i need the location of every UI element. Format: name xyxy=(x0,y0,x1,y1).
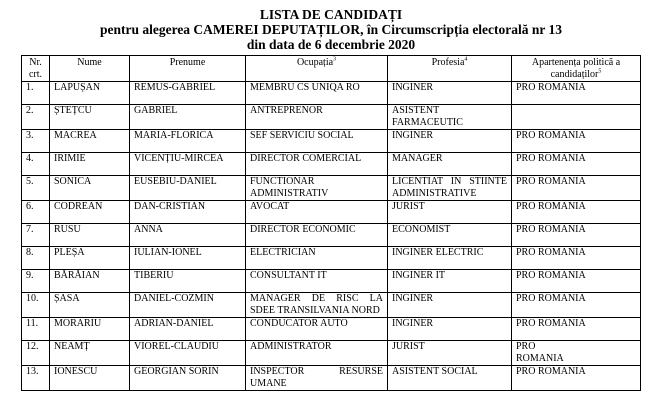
cell-apartenenta: PRO ROMANIA xyxy=(512,176,641,201)
table-row xyxy=(22,224,641,247)
document-date: din data de 6 decembrie 2020 xyxy=(246,37,416,52)
table-row xyxy=(22,341,641,366)
cell-apartenenta: PRO ROMANIA xyxy=(512,224,641,247)
header-apartenenta: Apartenența politică a candidaților$^5$ xyxy=(512,56,641,82)
header-nume: Nume xyxy=(50,56,130,82)
cell-nume: IRIMIE xyxy=(50,153,130,176)
table-row xyxy=(22,82,641,105)
cell-prenume: ANNA xyxy=(130,224,246,247)
cell-nr: 2. xyxy=(22,105,50,130)
cell-ocupatia: CONSULTANT IT xyxy=(246,270,388,293)
cell-ocupatia: ELECTRICIAN xyxy=(246,247,388,270)
cell-nume: LAPUȘAN xyxy=(50,82,130,105)
cell-nume: ȘASA xyxy=(50,293,130,318)
cell-prenume: VICENȚIU-MIRCEA xyxy=(130,153,246,176)
table-row xyxy=(22,105,641,130)
cell-prenume: GEORGIAN SORIN xyxy=(130,366,246,391)
cell-apartenenta xyxy=(512,105,641,130)
cell-prenume: ADRIAN-DANIEL xyxy=(130,318,246,341)
header-prenume: Prenume xyxy=(130,56,246,82)
cell-nr: 11. xyxy=(22,318,50,341)
table-row xyxy=(22,130,641,153)
table-row xyxy=(22,247,641,270)
table-header-row xyxy=(22,56,641,82)
cell-nr: 5. xyxy=(22,176,50,201)
cell-nume: SONICA xyxy=(50,176,130,201)
cell-apartenenta: PRO ROMANIA xyxy=(512,293,641,318)
cell-ocupatia: SEF SERVICIU SOCIAL xyxy=(246,130,388,153)
cell-profesia: ECONOMIST xyxy=(388,224,512,247)
cell-apartenenta: PRO ROMANIA xyxy=(512,366,641,391)
cell-nr: 3. xyxy=(22,130,50,153)
cell-profesia: MANAGER xyxy=(388,153,512,176)
cell-ocupatia: DIRECTOR ECONOMIC xyxy=(246,224,388,247)
cell-apartenenta: PRO ROMANIA xyxy=(512,130,641,153)
table-row xyxy=(22,318,641,341)
cell-profesia: INGINER xyxy=(388,82,512,105)
table-row xyxy=(22,366,641,391)
cell-nume: RUSU xyxy=(50,224,130,247)
candidates-table xyxy=(21,55,641,391)
cell-prenume: MARIA-FLORICA xyxy=(130,130,246,153)
cell-profesia: ASISTENT SOCIAL xyxy=(388,366,512,391)
document-title: LISTA DE CANDIDAȚI xyxy=(259,7,403,22)
header-profesia: Profesia$^4$ xyxy=(388,56,512,82)
cell-nr: 4. xyxy=(22,153,50,176)
cell-profesia: INGINER xyxy=(388,293,512,318)
table-row xyxy=(22,176,641,201)
cell-prenume: DAN-CRISTIAN xyxy=(130,201,246,224)
cell-nr: 13. xyxy=(22,366,50,391)
cell-profesia: JURIST xyxy=(388,341,512,366)
cell-ocupatia: DIRECTOR COMERCIAL xyxy=(246,153,388,176)
cell-prenume: IULIAN-IONEL xyxy=(130,247,246,270)
table-row xyxy=(22,201,641,224)
cell-profesia: JURIST xyxy=(388,201,512,224)
cell-prenume: REMUS-GABRIEL xyxy=(130,82,246,105)
cell-nume: PLEȘA xyxy=(50,247,130,270)
cell-ocupatia: MANAGER DE RISC LA SDEE TRANSILVANIA NORD xyxy=(246,293,388,318)
cell-profesia: LICENTIAT IN STIINTE ADMINISTRATIVE xyxy=(388,176,512,201)
cell-nume: IONESCU xyxy=(50,366,130,391)
cell-prenume: VIOREL-CLAUDIU xyxy=(130,341,246,366)
table-row xyxy=(22,270,641,293)
cell-nr: 12. xyxy=(22,341,50,366)
cell-nr: 9. xyxy=(22,270,50,293)
cell-nume: MORARIU xyxy=(50,318,130,341)
table-row xyxy=(22,293,641,318)
cell-ocupatia: FUNCTIONAR ADMINISTRATIV xyxy=(246,176,388,201)
cell-apartenenta: PRO ROMANIA xyxy=(512,153,641,176)
cell-nume: MACREA xyxy=(50,130,130,153)
cell-nr: 8. xyxy=(22,247,50,270)
cell-nume: BĂRĂIAN xyxy=(50,270,130,293)
table-row xyxy=(22,153,641,176)
cell-nr: 6. xyxy=(22,201,50,224)
cell-prenume: DANIEL-COZMIN xyxy=(130,293,246,318)
header-ocupatia: Ocupația$^3$ xyxy=(246,56,388,82)
cell-nume: ȘTEȚCU xyxy=(50,105,130,130)
cell-ocupatia: INSPECTOR RESURSE UMANE xyxy=(246,366,388,391)
cell-apartenenta: PRO ROMANIA xyxy=(512,341,641,366)
document-subtitle: pentru alegerea CAMEREI DEPUTAȚILOR, în Circumscripția electorală nr 13 xyxy=(99,22,563,37)
cell-prenume: TIBERIU xyxy=(130,270,246,293)
cell-apartenenta: PRO ROMANIA xyxy=(512,318,641,341)
cell-ocupatia: ANTREPRENOR xyxy=(246,105,388,130)
cell-nr: 1. xyxy=(22,82,50,105)
cell-nr: 10. xyxy=(22,293,50,318)
cell-nume: NEAMȚ xyxy=(50,341,130,366)
cell-profesia: INGINER IT xyxy=(388,270,512,293)
cell-profesia: INGINER xyxy=(388,130,512,153)
cell-profesia: INGINER ELECTRIC xyxy=(388,247,512,270)
cell-prenume: EUSEBIU-DANIEL xyxy=(130,176,246,201)
cell-nume: CODREAN xyxy=(50,201,130,224)
cell-profesia: INGINER xyxy=(388,318,512,341)
header-nr: Nr. crt. xyxy=(22,56,50,82)
cell-prenume: GABRIEL xyxy=(130,105,246,130)
cell-ocupatia: AVOCAT xyxy=(246,201,388,224)
cell-ocupatia: ADMINISTRATOR xyxy=(246,341,388,366)
cell-apartenenta: PRO ROMANIA xyxy=(512,247,641,270)
cell-apartenenta: PRO ROMANIA xyxy=(512,270,641,293)
cell-nr: 7. xyxy=(22,224,50,247)
cell-profesia: ASISTENT FARMACEUTIC xyxy=(388,105,512,130)
cell-ocupatia: MEMBRU CS UNIQA RO xyxy=(246,82,388,105)
cell-ocupatia: CONDUCATOR AUTO xyxy=(246,318,388,341)
cell-apartenenta: PRO ROMANIA xyxy=(512,82,641,105)
cell-apartenenta: PRO ROMANIA xyxy=(512,201,641,224)
